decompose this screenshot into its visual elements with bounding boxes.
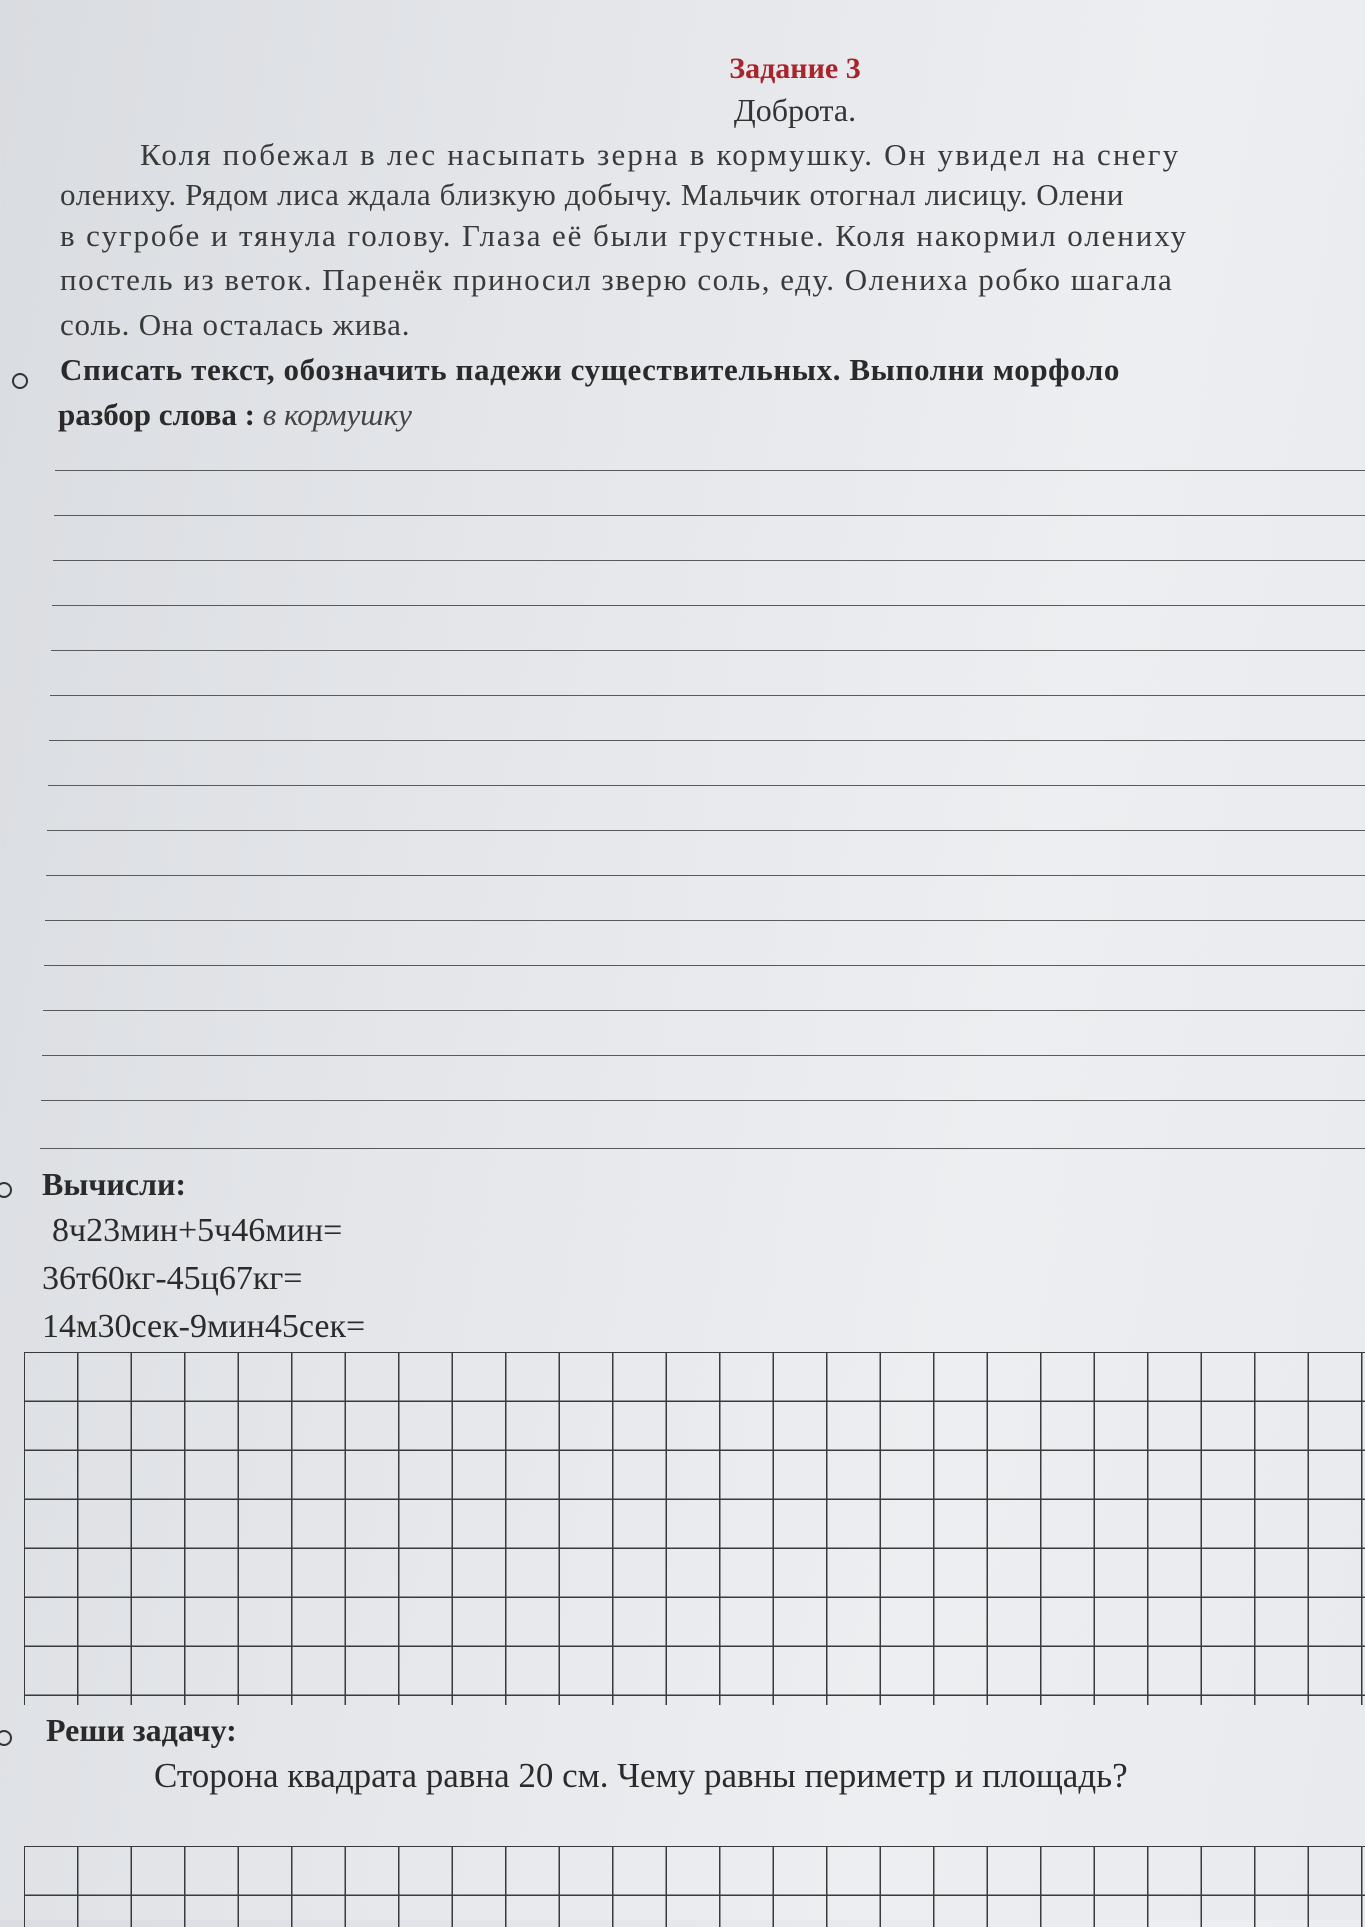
writing-line[interactable] xyxy=(41,1100,1365,1101)
writing-line[interactable] xyxy=(48,785,1365,786)
expression: 14м30сек-9мин45сек= xyxy=(42,1308,366,1345)
task3-problem: Сторона квадрата равна 20 см. Чему равны периметр и площадь? xyxy=(154,1756,1128,1795)
story-line: Коля побежал в лес насыпать зерна в кормушку. Он увидел на снегу xyxy=(140,137,1181,172)
task1-word: в кормушку xyxy=(262,397,412,432)
bullet-icon xyxy=(0,1182,12,1198)
expression: 36т60кг-45ц67кг= xyxy=(42,1260,303,1297)
writing-line[interactable] xyxy=(54,515,1365,516)
writing-line[interactable] xyxy=(45,920,1365,921)
story-line: в сугробе и тянула голову. Глаза её были грустные. Коля накормил олениху xyxy=(60,218,1188,253)
story-line: олениху. Рядом лиса ждала близкую добычу. Мальчик отогнал лисицу. Олени xyxy=(60,177,1125,212)
bullet-icon xyxy=(12,373,28,389)
writing-line[interactable] xyxy=(44,965,1365,966)
writing-line[interactable] xyxy=(55,470,1365,471)
writing-line[interactable] xyxy=(40,1148,1365,1149)
task1-instruction-cont: разбор слова : xyxy=(58,397,255,432)
answer-grid[interactable] xyxy=(24,1846,1365,1927)
writing-line[interactable] xyxy=(42,1055,1365,1056)
task1-instruction: Списать текст, обозначить падежи существительных. Выполни морфоло xyxy=(60,352,1120,387)
writing-line[interactable] xyxy=(47,830,1365,831)
writing-line[interactable] xyxy=(43,1010,1365,1011)
story-title: Доброта. xyxy=(733,92,857,128)
task2-heading: Вычисли: xyxy=(42,1166,187,1202)
bullet-icon xyxy=(0,1730,12,1746)
story-line: постель из веток. Паренёк приносил зверю соль, еду. Олениха робко шагала xyxy=(60,262,1174,297)
task3-heading: Реши задачу: xyxy=(46,1712,237,1748)
writing-line[interactable] xyxy=(51,650,1365,651)
writing-line[interactable] xyxy=(50,695,1365,696)
task-title: Задание 3 xyxy=(729,52,861,85)
writing-line[interactable] xyxy=(52,605,1365,606)
writing-line[interactable] xyxy=(46,875,1365,876)
writing-line[interactable] xyxy=(49,740,1365,741)
answer-grid[interactable] xyxy=(24,1352,1365,1705)
expression: 8ч23мин+5ч46мин= xyxy=(52,1212,343,1249)
writing-line[interactable] xyxy=(53,560,1365,561)
story-line: соль. Она осталась жива. xyxy=(60,307,411,342)
